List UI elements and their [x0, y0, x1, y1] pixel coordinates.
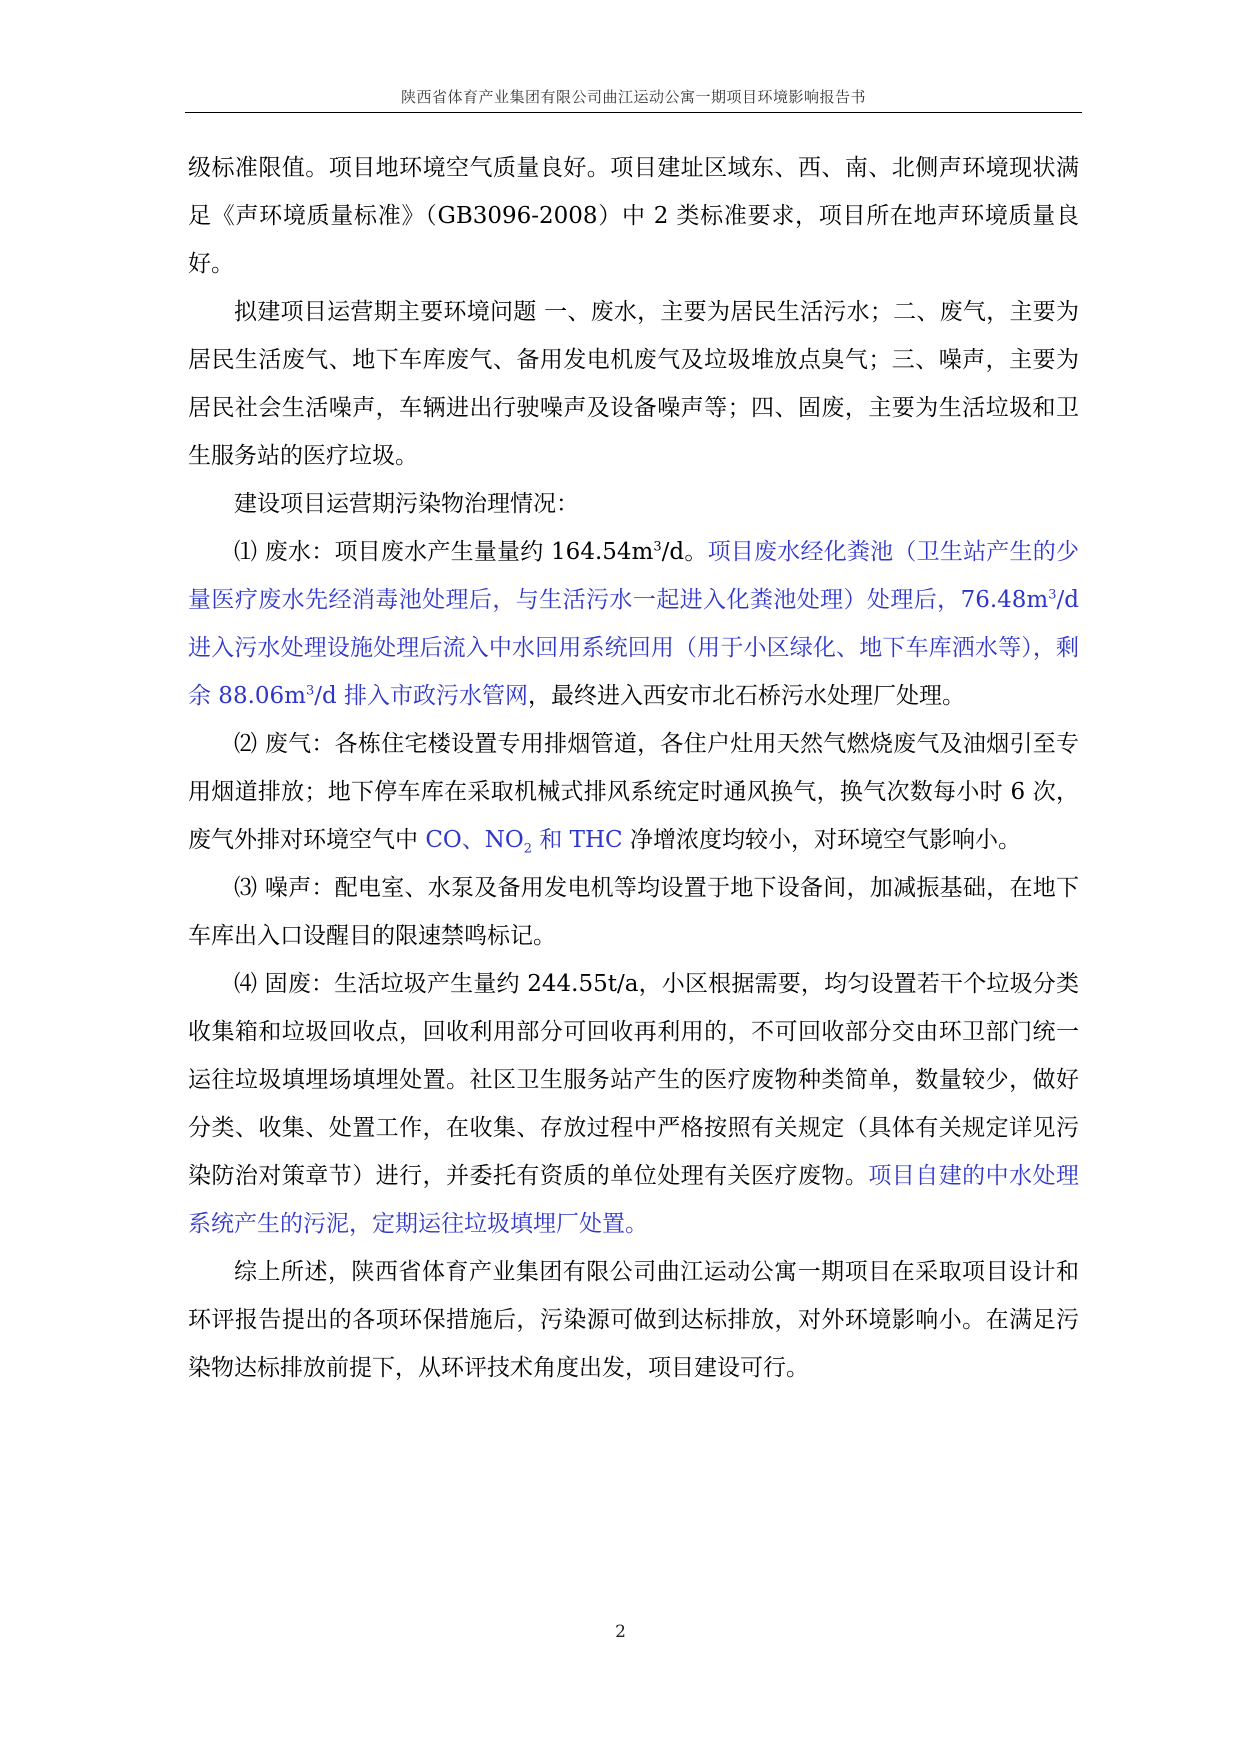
paragraph-treatment-intro: 建设项目运营期污染物治理情况： — [234, 491, 579, 517]
pollutant-co-no: CO、NO — [425, 827, 524, 853]
paragraph-noise: ⑶ 噪声：配电室、水泵及备用发电机等均设置于地下设备间，加减振基础，在地下车库出入口设醒目的限速禁鸣标记。 — [188, 875, 1079, 949]
exhaust-gas-lead: ⑵ 废气：各栋住宅楼设置专用排烟管道，各住户灶用天然气燃烧废气及油烟引至专用烟道排放；地下停车库在采取机械式排风系统定时通风换气，换气次数每小时 6 次，废气外排对环境空气中 — [188, 731, 1079, 853]
pollutant-thc: 和 THC — [532, 827, 623, 853]
paragraph-exhaust-gas — [188, 720, 1079, 864]
wastewater-unit: /d。 — [661, 539, 708, 565]
page-number: 2 — [615, 1622, 626, 1642]
paragraph-conclusion: 综上所述，陕西省体育产业集团有限公司曲江运动公寓一期项目在采取项目设计和环评报告提出的各项环保措施后，污染源可做到达标排放，对外环境影响小。在满足污染物达标排放前提下，从环评技术角度出发，项目建设可行。 — [188, 1259, 1079, 1381]
superscript: 3 — [1048, 587, 1057, 603]
subscript: 2 — [523, 841, 533, 857]
document-body — [188, 144, 1079, 1392]
solid-waste-text: ⑷ 固废：生活垃圾产生量约 244.55t/a，小区根据需要，均匀设置若干个垃圾分类收集箱和垃圾回收点，回收利用部分可回收再利用的，不可回收部分交由环卫部门统一运往垃圾填埋场填埋处置。社区卫生服务站产生的医疗废物种类简单，数量较少，做好分类、收集、处置工作，在收集、存放过程中严格按照有关规定（具体有关规定详见污染防治对策章节）进行，并委托有资质的单位处理有关医疗废物。 — [188, 971, 1079, 1189]
superscript: 3 — [653, 539, 662, 555]
exhaust-gas-end: 净增浓度均较小，对环境空气影响小。 — [622, 827, 1021, 853]
superscript: 3 — [305, 683, 315, 699]
sludge-disposal-highlight: 项目自建的中水处理系统产生的污泥，定期运往垃圾填埋厂处置。 — [188, 1163, 1080, 1237]
wastewater-reuse-highlight: /d 进入污水处理设施处理后流入中水回用系统回用（用于小区绿化、地下车库洒水等），剩余 88.06m — [188, 587, 1079, 709]
paragraph-air-noise-status: 级标准限值。项目地环境空气质量良好。项目建址区域东、西、南、北侧声环境现状满足《声环境质量标准》（GB3096-2008）中 2 类标准要求，项目所在地声环境质量良好。 — [188, 155, 1079, 277]
wastewater-treatment-highlight: 项目废水经化粪池（卫生站产生的少量医疗废水先经消毒池处理后，与生活污水一起进入化粪池处理）处理后，76.48m — [188, 539, 1079, 613]
running-header: 陕西省体育产业集团有限公司曲江运动公寓一期项目环境影响报告书 — [400, 88, 866, 106]
wastewater-lead: ⑴ 废水：项目废水产生量量约 164.54m — [234, 539, 654, 565]
paragraph-solid-waste — [188, 960, 1079, 1248]
wastewater-end: ，最终进入西安市北石桥污水处理厂处理。 — [528, 683, 966, 709]
header-divider — [185, 112, 1082, 113]
paragraph-main-issues: 拟建项目运营期主要环境问题 一、废水，主要为居民生活污水；二、废气，主要为居民生活废气、地下车库废气、备用发电机废气及垃圾堆放点臭气；三、噪声，主要为居民社会生活噪声，车辆进出行驶噪声及设备噪声等；四、固废，主要为生活垃圾和卫生服务站的医疗垃圾。 — [188, 299, 1079, 469]
paragraph-wastewater — [188, 528, 1079, 720]
wastewater-discharge-highlight: /d 排入市政污水管网 — [314, 683, 529, 709]
